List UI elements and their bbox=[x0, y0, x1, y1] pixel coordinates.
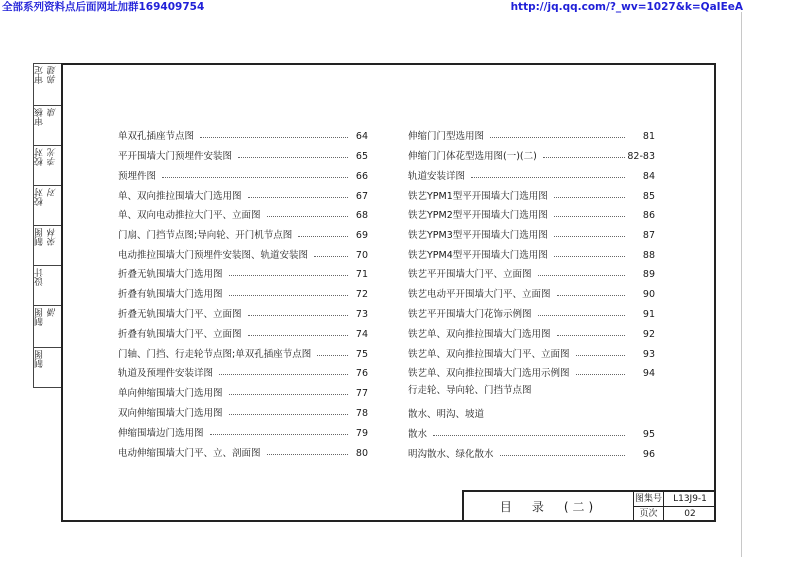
toc-leader-dots bbox=[576, 374, 625, 375]
toc-entry bbox=[408, 447, 655, 463]
toc-entry-title: 单、双向电动推拉大门平、立面图 bbox=[118, 210, 261, 221]
toc-leader-dots bbox=[433, 435, 625, 436]
toc-entry bbox=[118, 208, 368, 224]
signature-cell bbox=[34, 146, 62, 186]
signature-role-label: 设计 bbox=[35, 268, 45, 286]
toc-entry-page: 78 bbox=[355, 408, 368, 419]
toc-entry bbox=[408, 366, 655, 382]
toc-entry-page: 66 bbox=[355, 171, 368, 182]
toc-entry-title: 行走轮、导向轮、门挡节点图 bbox=[408, 385, 532, 396]
toc-entry-page: 93 bbox=[642, 349, 655, 360]
signature-name: 李光 bbox=[48, 148, 58, 166]
signature-role-label: 制图 bbox=[35, 228, 45, 246]
toc-entry-title: 铁艺电动平开围墙大门平、立面图 bbox=[408, 289, 551, 300]
toc-entry-title: 铁艺单、双向推拉围墙大门平、立面图 bbox=[408, 349, 570, 360]
drawing-title: 目 录 (二) bbox=[464, 492, 634, 522]
toc-entry-page: 70 bbox=[355, 250, 368, 261]
toc-entry-page: 94 bbox=[642, 368, 655, 379]
signature-role-label: 审核 bbox=[35, 108, 45, 126]
toc-entry-title: 伸缩门门体花型选用图(一)(二) bbox=[408, 151, 537, 162]
toc-leader-dots bbox=[557, 295, 625, 296]
toc-leader-dots bbox=[219, 374, 348, 375]
toc-entry-title: 平开围墙大门预埋件安装图 bbox=[118, 151, 233, 162]
toc-entry-page: 85 bbox=[642, 191, 655, 202]
toc-leader-dots bbox=[538, 275, 625, 276]
toc-entry-title: 折叠无轨围墙大门平、立面图 bbox=[118, 309, 242, 320]
toc-leader-dots bbox=[500, 455, 625, 456]
toc-entry bbox=[408, 267, 655, 283]
signature-role-label: 校对 bbox=[35, 148, 45, 166]
toc-entry bbox=[118, 386, 368, 402]
signature-cell bbox=[34, 306, 62, 348]
toc-entry bbox=[408, 248, 655, 264]
toc-leader-dots bbox=[554, 236, 625, 237]
signature-cell bbox=[34, 348, 62, 387]
toc-entry-title: 铁艺单、双向推拉围墙大门选用示例图 bbox=[408, 368, 570, 379]
watermark-left: 全部系列资料点后面网址加群169409754 bbox=[2, 1, 205, 13]
toc-entry-page: 86 bbox=[642, 210, 655, 221]
toc-leader-dots bbox=[314, 256, 348, 257]
toc-entry-page: 79 bbox=[355, 428, 368, 439]
signature-role-label: 审定 bbox=[35, 66, 45, 84]
toc-entry-title: 伸缩门门型选用图 bbox=[408, 131, 485, 142]
toc-entry bbox=[118, 327, 368, 343]
toc-entry bbox=[408, 208, 655, 224]
toc-leader-dots bbox=[229, 295, 348, 296]
toc-entry-title: 铁艺单、双向推拉围墙大门选用图 bbox=[408, 329, 551, 340]
signature-name: 潘 bbox=[48, 308, 58, 317]
toc-entry-page: 73 bbox=[355, 309, 368, 320]
toc-entry bbox=[408, 287, 655, 303]
toc-entry bbox=[408, 307, 655, 323]
atlas-number-label: 图集号 bbox=[634, 492, 664, 507]
toc-entry-page: 96 bbox=[642, 449, 655, 460]
signature-name: 康 bbox=[48, 108, 58, 117]
page-number-label: 页次 bbox=[634, 507, 664, 522]
toc-entry bbox=[408, 407, 655, 423]
toc-leader-dots bbox=[538, 315, 625, 316]
signature-cell bbox=[34, 64, 62, 106]
toc-entry bbox=[118, 169, 368, 185]
toc-entry-page: 90 bbox=[642, 289, 655, 300]
toc-entry-page: 67 bbox=[355, 191, 368, 202]
toc-entry-title: 铁艺平开围墙大门花饰示例图 bbox=[408, 309, 532, 320]
page-number-value: 02 bbox=[684, 509, 696, 519]
signature-bar bbox=[33, 63, 63, 388]
toc-entry-title: 门轴、门挡、行走轮节点图;单双孔插座节点图 bbox=[118, 349, 312, 360]
toc-entry-page: 88 bbox=[642, 250, 655, 261]
toc-entry-title: 电动伸缩围墙大门平、立、剖面图 bbox=[118, 448, 261, 459]
toc-leader-dots bbox=[200, 137, 348, 138]
toc-leader-dots bbox=[490, 137, 625, 138]
toc-entry bbox=[408, 383, 655, 399]
toc-entry bbox=[408, 129, 655, 145]
toc-entry bbox=[408, 169, 655, 185]
toc-entry bbox=[118, 406, 368, 422]
toc-leader-dots bbox=[238, 157, 348, 158]
toc-entry-page: 71 bbox=[355, 269, 368, 280]
toc-leader-dots bbox=[554, 197, 625, 198]
toc-entry-page: 84 bbox=[642, 171, 655, 182]
toc-leader-dots bbox=[471, 177, 625, 178]
toc-entry-title: 铁艺平开围墙大门平、立面图 bbox=[408, 269, 532, 280]
toc-leader-dots bbox=[543, 157, 625, 158]
toc-entry-title: 铁艺YPM2型平开围墙大门选用图 bbox=[408, 210, 548, 221]
toc-entry-page: 68 bbox=[355, 210, 368, 221]
toc-leader-dots bbox=[267, 216, 348, 217]
atlas-number-value: L13J9-1 bbox=[664, 492, 716, 507]
toc-entry bbox=[408, 189, 655, 205]
toc-entry-title: 散水、明沟、坡道 bbox=[408, 409, 485, 420]
toc-entry bbox=[118, 426, 368, 442]
toc-entry bbox=[118, 307, 368, 323]
toc-entry bbox=[118, 189, 368, 205]
toc-entry bbox=[408, 347, 655, 363]
signature-cell bbox=[34, 186, 62, 226]
toc-entry-page: 95 bbox=[642, 429, 655, 440]
toc-entry-page: 80 bbox=[355, 448, 368, 459]
toc-entry bbox=[118, 228, 368, 244]
toc-entry bbox=[118, 129, 368, 145]
toc-entry-title: 单向伸缩围墙大门选用图 bbox=[118, 388, 223, 399]
toc-entry bbox=[118, 347, 368, 363]
toc-entry-title: 折叠有轨围墙大门平、立面图 bbox=[118, 329, 242, 340]
toc-entry-page: 75 bbox=[355, 349, 368, 360]
toc-leader-dots bbox=[162, 177, 348, 178]
toc-entry-page: 64 bbox=[355, 131, 368, 142]
toc-entry-title: 轨道及预埋件安装详图 bbox=[118, 368, 214, 379]
toc-entry-title: 单双孔插座节点图 bbox=[118, 131, 195, 142]
toc-entry-page: 89 bbox=[642, 269, 655, 280]
signature-role-label: 制图 bbox=[35, 350, 45, 368]
toc-entry bbox=[118, 267, 368, 283]
toc-leader-dots bbox=[248, 315, 348, 316]
toc-entry-page: 82-83 bbox=[627, 151, 655, 162]
toc-entry bbox=[118, 366, 368, 382]
toc-leader-dots bbox=[248, 335, 348, 336]
toc-entry-page: 77 bbox=[355, 388, 368, 399]
toc-entry-title: 铁艺YPM1型平开围墙大门选用图 bbox=[408, 191, 548, 202]
signature-cell bbox=[34, 226, 62, 266]
signature-name: 郭建 bbox=[48, 66, 58, 84]
toc-leader-dots bbox=[554, 256, 625, 257]
toc-entry-title: 散水 bbox=[408, 429, 428, 440]
toc-leader-dots bbox=[298, 236, 348, 237]
toc-leader-dots bbox=[229, 275, 348, 276]
watermark-right[interactable]: http://jq.qq.com/?_wv=1027&k=QaIEeA bbox=[510, 1, 743, 13]
toc-entry-title: 折叠有轨围墙大门选用图 bbox=[118, 289, 223, 300]
toc-leader-dots bbox=[248, 197, 348, 198]
toc-entry-page: 69 bbox=[355, 230, 368, 241]
toc-entry-page: 87 bbox=[642, 230, 655, 241]
toc-leader-dots bbox=[267, 454, 348, 455]
toc-entry-title: 双向伸缩围墙大门选用图 bbox=[118, 408, 223, 419]
toc-entry bbox=[118, 446, 368, 462]
signature-name: 荣林 bbox=[48, 228, 58, 246]
signature-role-label: 制图 bbox=[35, 308, 45, 326]
toc-leader-dots bbox=[576, 355, 625, 356]
toc-entry bbox=[118, 248, 368, 264]
toc-entry-title: 电动推拉围墙大门预埋件安装图、轨道安装图 bbox=[118, 250, 309, 261]
signature-name: 对 bbox=[48, 188, 58, 197]
toc-entry-title: 预埋件图 bbox=[118, 171, 157, 182]
toc-entry bbox=[408, 228, 655, 244]
toc-entry-page: 72 bbox=[355, 289, 368, 300]
toc-entry-title: 明沟散水、绿化散水 bbox=[408, 449, 494, 460]
toc-leader-dots bbox=[554, 216, 625, 217]
toc-entry bbox=[408, 149, 655, 165]
toc-entry-title: 铁艺YPM3型平开围墙大门选用图 bbox=[408, 230, 548, 241]
toc-entry-title: 折叠无轨围墙大门选用图 bbox=[118, 269, 223, 280]
toc-entry-title: 伸缩围墙边门选用图 bbox=[118, 428, 204, 439]
toc-entry bbox=[408, 327, 655, 343]
signature-role-label: 校对 bbox=[35, 188, 45, 206]
toc-entry-page: 92 bbox=[642, 329, 655, 340]
toc-entry bbox=[408, 427, 655, 443]
toc-entry-page: 81 bbox=[642, 131, 655, 142]
toc-leader-dots bbox=[557, 335, 625, 336]
toc-leader-dots bbox=[229, 414, 348, 415]
toc-leader-dots bbox=[229, 394, 348, 395]
title-block bbox=[462, 490, 716, 522]
sheet-edge-line bbox=[741, 12, 742, 557]
toc-entry-title: 门扇、门挡节点图;导向轮、开门机节点图 bbox=[118, 230, 293, 241]
toc-entry-page: 74 bbox=[355, 329, 368, 340]
toc-entry-title: 单、双向推拉围墙大门选用图 bbox=[118, 191, 242, 202]
toc-entry-page: 76 bbox=[355, 368, 368, 379]
toc-entry bbox=[118, 149, 368, 165]
toc-leader-dots bbox=[210, 434, 348, 435]
signature-cell bbox=[34, 106, 62, 146]
signature-cell bbox=[34, 266, 62, 306]
toc-leader-dots bbox=[317, 355, 348, 356]
toc-entry-page: 91 bbox=[642, 309, 655, 320]
toc-entry bbox=[118, 287, 368, 303]
toc-entry-title: 铁艺YPM4型平开围墙大门选用图 bbox=[408, 250, 548, 261]
toc-entry-title: 轨道安装详图 bbox=[408, 171, 466, 182]
toc-entry-page: 65 bbox=[355, 151, 368, 162]
